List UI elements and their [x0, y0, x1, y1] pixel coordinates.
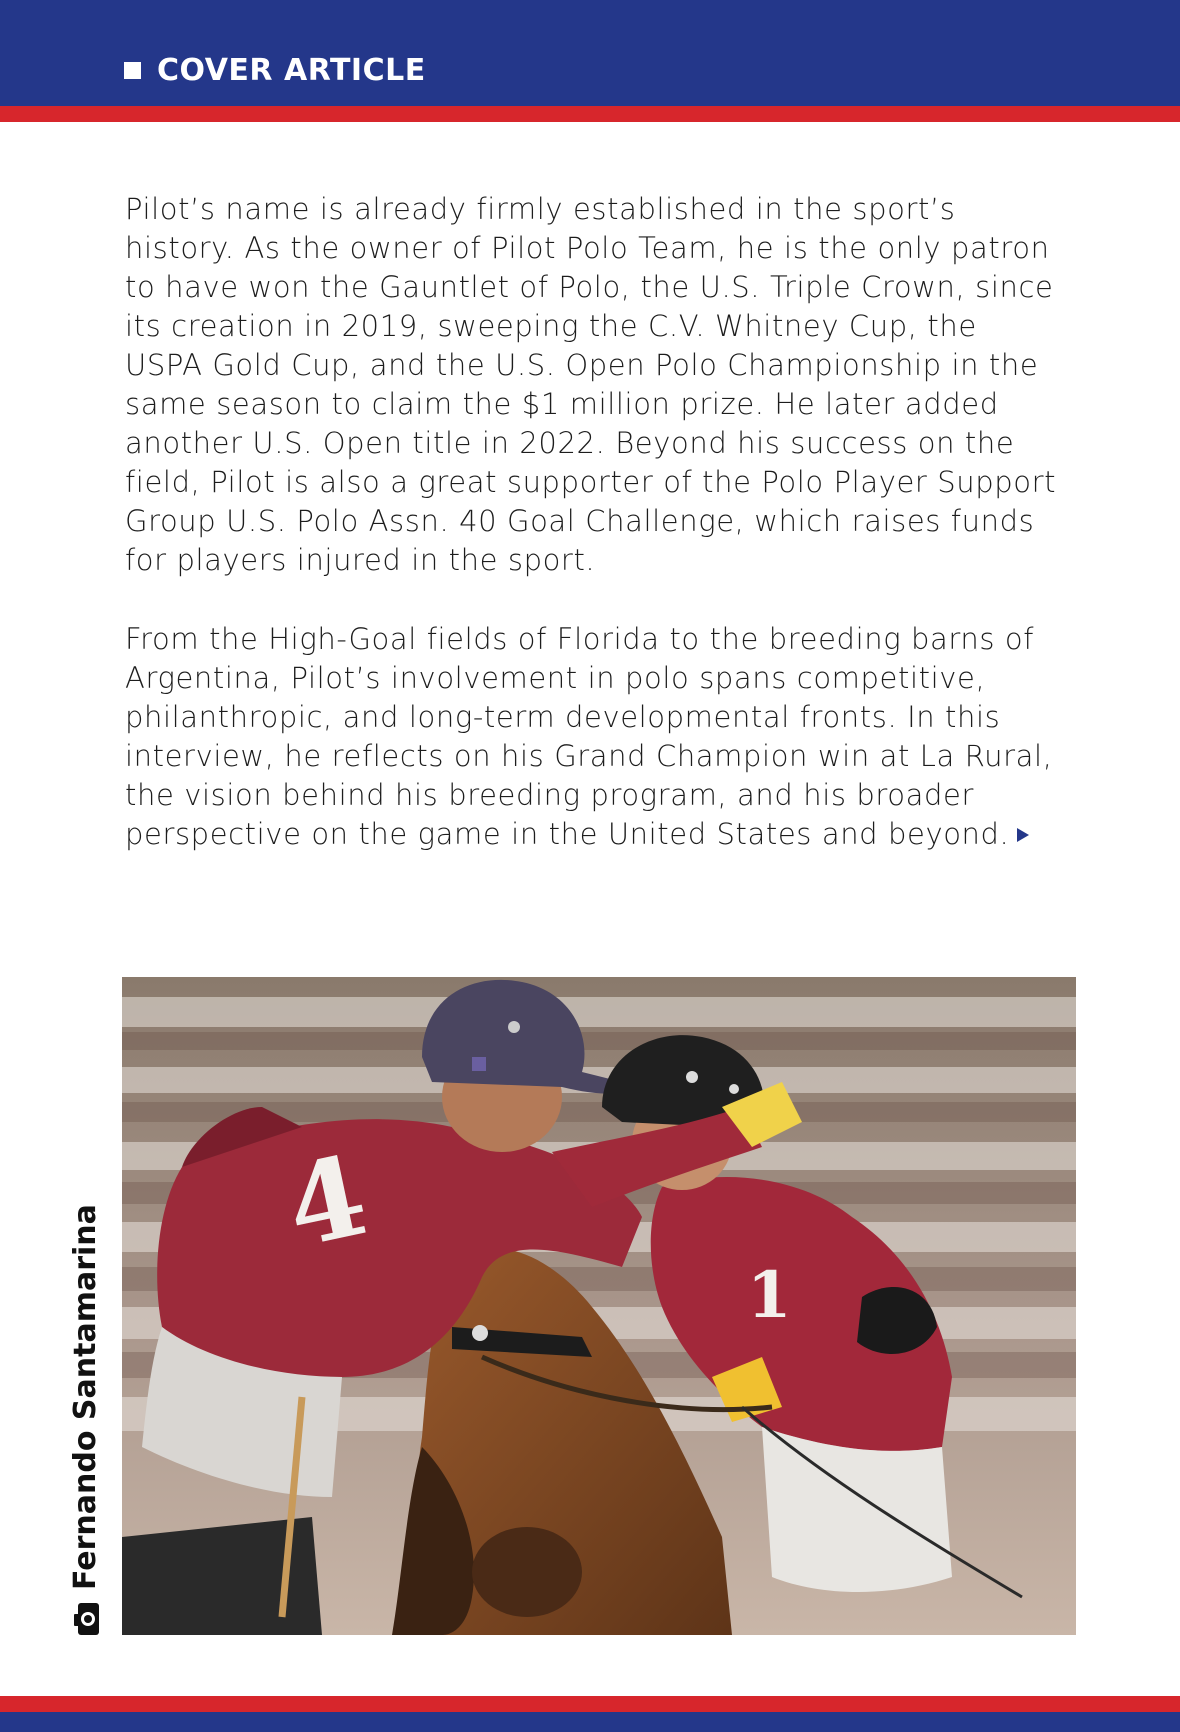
square-bullet-icon [124, 62, 141, 79]
polo-players-photo [122, 977, 1076, 1635]
article-paragraph-text: From the High-Goal fields of Florida to the breeding barns of Argentina, Pilot’s involvement in polo spans competitive, philanthropic, and long-term developmental fronts. In this interview, he reflects on his Grand Champion win at La Rural, the vision behind his breeding program, and his broader perspective on the game in the United States and beyond. [125, 622, 1053, 851]
play-triangle-icon [1017, 828, 1029, 842]
footer-stripe [0, 1696, 1180, 1712]
article-paragraph: Pilot’s name is already firmly established in the sport’s history. As the owner of Pilot Polo Team, he is the only patron to have won the Gauntlet of Polo, the U.S. Triple Crown, since its creation in 2019, sweeping the C.V. Whitney Cup, the USPA Gold Cup, and the U.S. Open Polo Championship in the same season to claim the $1 million prize. He later added another U.S. Open title in 2022. Beyond his success on the field, Pilot is also a great supporter of the Polo Player Support Group U.S. Polo Assn. 40 Goal Challenge, which raises funds for players injured in the sport. [125, 192, 1057, 577]
photo-credit [68, 1204, 103, 1636]
section-label [124, 50, 426, 90]
jersey-number-4: 4 [275, 1130, 378, 1273]
jersey-number-1: 1 [747, 1258, 792, 1333]
photo-credit-name: Fernando Santamarina [68, 1204, 103, 1590]
article-paragraph [125, 620, 1060, 854]
footer-band [0, 1712, 1180, 1732]
section-label-text: COVER ARTICLE [157, 52, 426, 88]
article-body [125, 190, 1060, 894]
camera-icon [72, 1602, 100, 1636]
header-stripe [0, 106, 1180, 122]
